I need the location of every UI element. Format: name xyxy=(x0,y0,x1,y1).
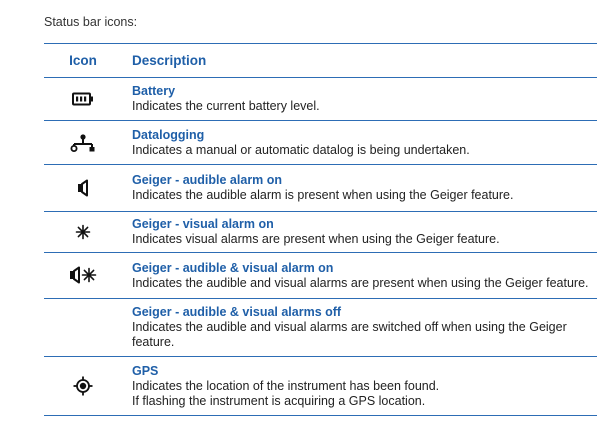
row-title: Datalogging xyxy=(132,127,205,142)
table-row xyxy=(44,212,597,253)
row-title: Geiger - audible alarm on xyxy=(132,173,283,187)
row-description: Indicates the location of the instrument has been found. xyxy=(132,378,440,393)
row-title: Geiger - visual alarm on xyxy=(132,217,274,231)
table-row xyxy=(44,253,597,299)
row-title: Geiger - audible & visual alarm on xyxy=(132,260,334,275)
row-title: Geiger - audible & visual alarms off xyxy=(132,305,342,319)
row-description: Indicates the audible and visual alarms are switched off when using the Geiger feature. xyxy=(132,320,567,349)
battery-icon xyxy=(72,92,94,106)
speaker-icon xyxy=(76,179,90,197)
table-row xyxy=(44,299,597,357)
row-description: Indicates a manual or automatic datalog is being undertaken. xyxy=(132,142,470,157)
table-header-row xyxy=(44,44,597,78)
table-row xyxy=(44,121,597,165)
row-title: GPS xyxy=(132,363,159,378)
header-description: Description xyxy=(122,44,597,78)
row-description: If flashing the instrument is acquiring a GPS location. xyxy=(132,393,426,408)
row-description: Indicates the audible and visual alarms are present when using the Geiger feature. xyxy=(132,275,589,290)
intro-text: Status bar icons: xyxy=(44,15,138,29)
status-icons-table xyxy=(44,43,597,416)
row-title: Battery xyxy=(132,84,176,98)
row-description: Indicates the current battery level. xyxy=(132,99,320,113)
table-row xyxy=(44,357,597,416)
header-icon: Icon xyxy=(44,44,122,78)
speaker-asterisk-icon xyxy=(68,266,98,284)
gps-icon xyxy=(73,376,93,396)
row-description: Indicates visual alarms are present when using the Geiger feature. xyxy=(132,232,500,246)
table-row xyxy=(44,78,597,121)
asterisk-icon xyxy=(75,224,91,240)
row-description: Indicates the audible alarm is present when using the Geiger feature. xyxy=(132,188,514,202)
datalogging-icon xyxy=(70,133,96,153)
table-row xyxy=(44,165,597,212)
